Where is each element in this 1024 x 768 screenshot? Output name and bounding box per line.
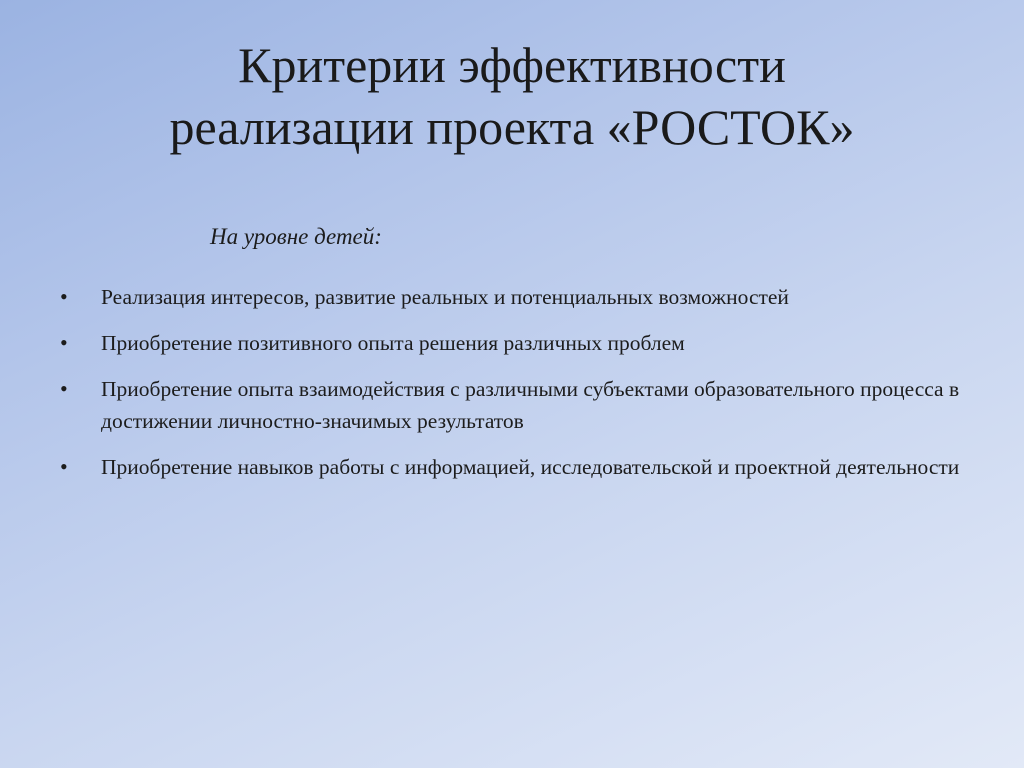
bullet-item xyxy=(60,327,980,359)
bullet-item xyxy=(60,281,980,313)
bullet-text: Приобретение опыта взаимодействия с различными субъектами образовательного процесса в достижении личностно-значимых результатов xyxy=(101,377,960,433)
slide-title-line-2: реализации проекта «РОСТОК» xyxy=(169,99,855,155)
bullet-dot-icon: • xyxy=(60,284,68,309)
slide-title-line-1: Критерии эффективности xyxy=(238,37,786,93)
bullet-text: Реализация интересов, развитие реальных и потенциальных возможностей xyxy=(101,285,789,309)
bullet-item xyxy=(60,451,980,483)
bullet-text: Приобретение позитивного опыта решения различных проблем xyxy=(101,331,685,355)
bullet-dot-icon: • xyxy=(60,330,68,355)
bullet-list xyxy=(60,281,980,497)
bullet-dot-icon: • xyxy=(60,454,68,479)
slide-subtitle: На уровне детей: xyxy=(210,224,382,249)
bullet-dot-icon: • xyxy=(60,376,68,401)
bullet-item xyxy=(60,373,980,437)
slide-title xyxy=(0,34,1024,158)
bullet-text: Приобретение навыков работы с информацией, исследовательской и проектной деятельности xyxy=(101,455,960,479)
